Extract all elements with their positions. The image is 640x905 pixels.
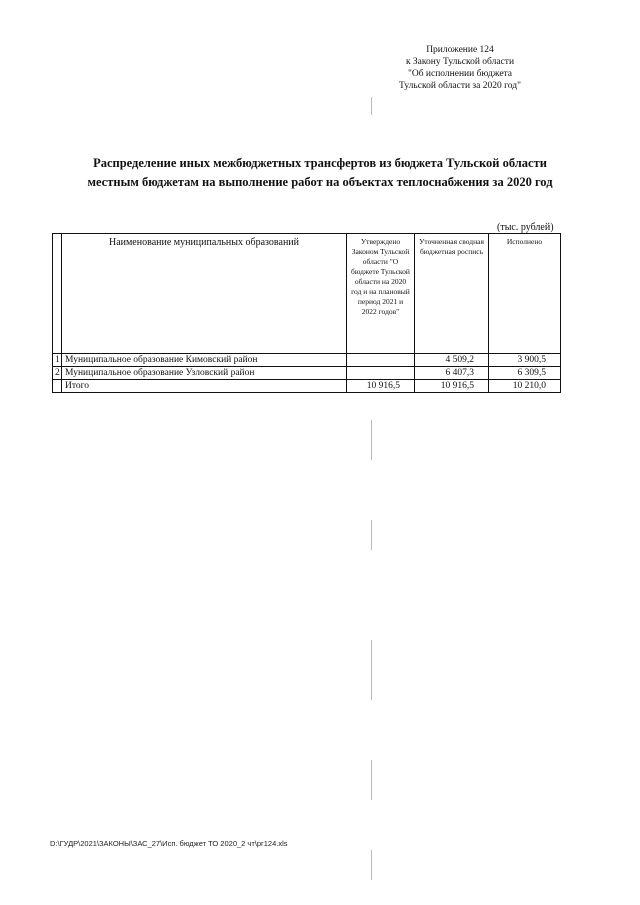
appendix-line-1: Приложение 124: [426, 45, 494, 55]
scan-artifact: [371, 97, 372, 115]
scan-artifact: [371, 760, 372, 800]
name-header: Наименование муниципальных образований: [62, 234, 347, 354]
total-approved: 10 916,5: [347, 380, 415, 393]
total-index: [53, 380, 62, 393]
row-approved: [347, 367, 415, 380]
document-title: [40, 154, 600, 192]
units-label: (тыс. рублей): [497, 222, 554, 233]
transfers-table: [52, 233, 561, 393]
file-path-footer: D:\ГУДР\2021\ЗАКОНЫ\ЗАС_27\Исп. бюджет ТО 2020_2 чт\рг124.xls: [50, 839, 288, 848]
table-header-row: [53, 234, 561, 354]
scan-artifact: [371, 420, 372, 460]
row-index: 2: [53, 367, 62, 380]
row-approved: [347, 354, 415, 367]
total-executed: 10 210,0: [489, 380, 561, 393]
total-label: Итого: [62, 380, 347, 393]
row-refined: 4 509,2: [415, 354, 489, 367]
row-name: Муниципальное образование Кимовский район: [62, 354, 347, 367]
scan-artifact: [371, 850, 372, 880]
row-name: Муниципальное образование Узловский район: [62, 367, 347, 380]
table-row: [53, 354, 561, 367]
executed-header: Исполнено: [489, 234, 561, 354]
total-refined: 10 916,5: [415, 380, 489, 393]
row-index: 1: [53, 354, 62, 367]
appendix-line-3: "Об исполнении бюджета: [407, 69, 513, 79]
appendix-line-2: к Закону Тульской области: [405, 57, 515, 67]
title-line-2: местным бюджетам на выполнение работ на объектах теплоснабжения за 2020 год: [87, 175, 553, 189]
row-executed: 6 309,5: [489, 367, 561, 380]
row-refined: 6 407,3: [415, 367, 489, 380]
appendix-line-4: Тульской области за 2020 год": [399, 81, 521, 91]
title-line-1: Распределение иных межбюджетных трансфертов из бюджета Тульской области: [93, 156, 547, 170]
approved-header: Утверждено Законом Тульской области "О бюджете Тульской области на 2020 год и на плановый период 2021 и 2022 годов": [347, 234, 415, 354]
index-header: [53, 234, 62, 354]
scan-artifact: [371, 640, 372, 700]
table-row: [53, 367, 561, 380]
total-row: [53, 380, 561, 393]
appendix-header: [380, 44, 540, 92]
refined-header: Уточненная сводная бюджетная роспись: [415, 234, 489, 354]
row-executed: 3 900,5: [489, 354, 561, 367]
scan-artifact: [371, 520, 372, 550]
